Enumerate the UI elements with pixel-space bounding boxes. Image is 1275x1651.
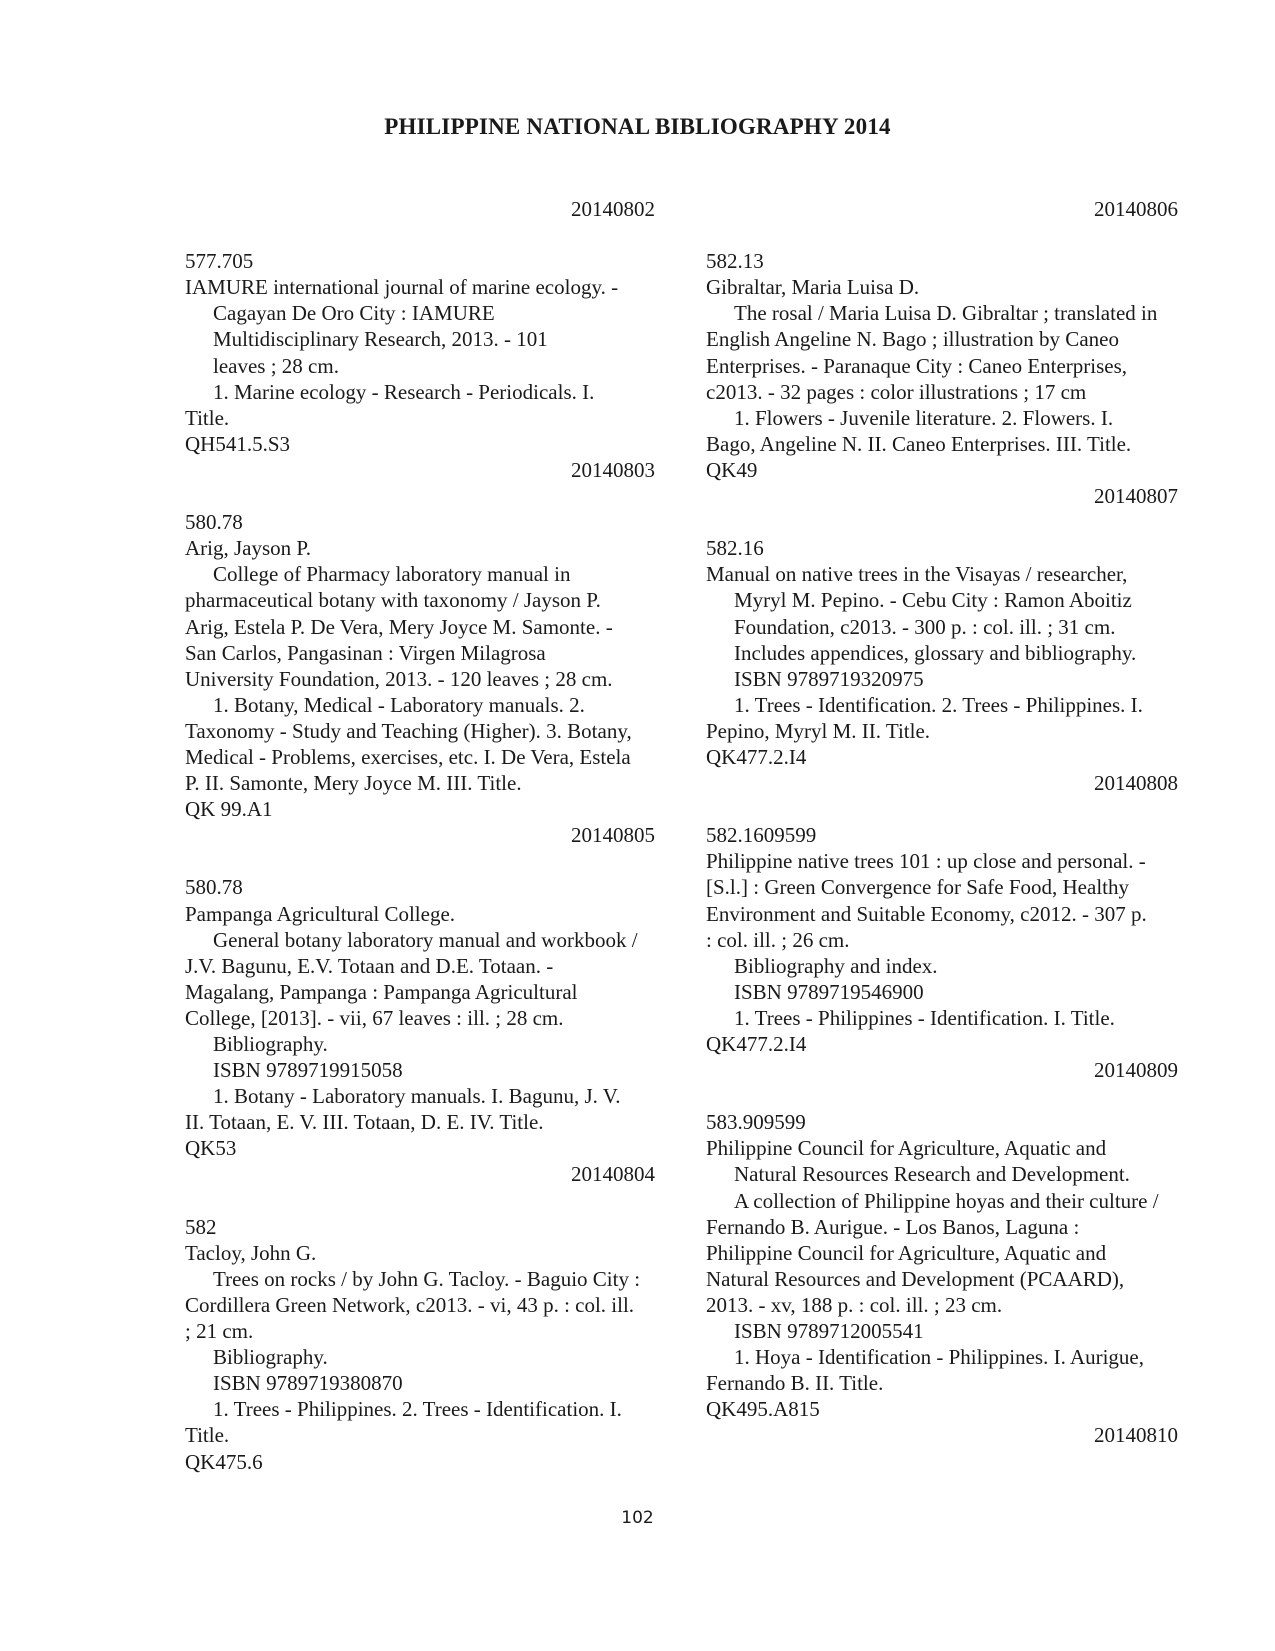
entry-line: 577.705 xyxy=(185,249,254,274)
entry-line: ISBN 9789712005541 xyxy=(734,1319,924,1344)
entry-line: 582 xyxy=(185,1214,217,1239)
record-number: 20140810 xyxy=(1094,1423,1178,1448)
entry-line: Magalang, Pampanga : Pampanga Agricultural xyxy=(185,979,578,1004)
entry-spacer xyxy=(185,222,655,248)
entry-line: QK475.6 xyxy=(185,1449,263,1474)
record-number: 20140807 xyxy=(1094,484,1178,509)
entry-line: Arig, Estela P. De Vera, Mery Joyce M. Samonte. - xyxy=(185,614,613,639)
entry-line: Title. xyxy=(185,405,230,430)
entry-line: Cagayan De Oro City : IAMURE xyxy=(213,301,495,326)
entry-line: University Foundation, 2013. - 120 leaves ; 28 cm. xyxy=(185,666,613,691)
entry-spacer xyxy=(185,1188,655,1214)
entry-line: 580.78 xyxy=(185,875,243,900)
entry-line: QK477.2.I4 xyxy=(706,744,807,769)
entry-line: Enterprises. - Paranaque City : Caneo Enterprises, xyxy=(706,353,1128,378)
entry-line: Manual on native trees in the Visayas / researcher, xyxy=(706,562,1128,587)
entry-line: 1. Trees - Philippines - Identification. I. Title. xyxy=(734,1005,1115,1030)
entry-line: 1. Trees - Philippines. 2. Trees - Identification. I. xyxy=(213,1397,622,1422)
entry-line: Natural Resources Research and Development. xyxy=(734,1162,1130,1187)
record-number: 20140803 xyxy=(571,457,655,482)
entry-line: QH541.5.S3 xyxy=(185,431,291,456)
bibliography-column-right xyxy=(706,196,1178,1449)
entry-line: Title. xyxy=(185,1423,230,1448)
entry-line: pharmaceutical botany with taxonomy / Jayson P. xyxy=(185,588,601,613)
entry-line: [S.l.] : Green Convergence for Safe Food, Healthy xyxy=(706,875,1129,900)
entry-line: Natural Resources and Development (PCAARD), xyxy=(706,1266,1125,1291)
bibliography-column-left xyxy=(185,196,655,1475)
entry-line: Trees on rocks / by John G. Tacloy. - Baguio City : xyxy=(213,1266,641,1291)
entry-line: 1. Marine ecology - Research - Periodicals. I. xyxy=(213,379,595,404)
entry-line: Fernando B. II. Title. xyxy=(706,1371,884,1396)
entry-line: QK 99.A1 xyxy=(185,797,273,822)
entry-line: 583.909599 xyxy=(706,1110,806,1135)
entry-line: Cordillera Green Network, c2013. - vi, 43 p. : col. ill. xyxy=(185,1292,635,1317)
entry-line: II. Totaan, E. V. III. Totaan, D. E. IV. Title. xyxy=(185,1110,544,1135)
entry-line: Bibliography and index. xyxy=(734,953,938,978)
entry-line: Gibraltar, Maria Luisa D. xyxy=(706,275,920,300)
record-number: 20140806 xyxy=(1094,197,1178,221)
entry-line: Includes appendices, glossary and bibliography. xyxy=(734,640,1137,665)
entry-line: Bago, Angeline N. II. Caneo Enterprises. III. Title. xyxy=(706,431,1132,456)
entry-line: 1. Botany - Laboratory manuals. I. Bagunu, J. V. xyxy=(213,1084,621,1109)
entry-line: San Carlos, Pangasinan : Virgen Milagrosa xyxy=(185,640,546,665)
record-number: 20140809 xyxy=(1094,1058,1178,1083)
entry-line: 582.1609599 xyxy=(706,823,817,848)
entry-line: Arig, Jayson P. xyxy=(185,536,312,561)
entry-line: Bibliography. xyxy=(213,1345,328,1370)
entry-line: 580.78 xyxy=(185,510,243,535)
entry-line: 1. Trees - Identification. 2. Trees - Philippines. I. xyxy=(734,692,1143,717)
entry-line: Taxonomy - Study and Teaching (Higher). 3. Botany, xyxy=(185,718,632,743)
entry-line: Pepino, Myryl M. II. Title. xyxy=(706,718,931,743)
entry-line: Environment and Suitable Economy, c2012. - 307 p. xyxy=(706,901,1147,926)
entry-line: QK495.A815 xyxy=(706,1397,820,1422)
entry-spacer xyxy=(706,1083,1178,1109)
entry-spacer xyxy=(185,483,655,509)
entry-line: 1. Botany, Medical - Laboratory manuals. 2. xyxy=(213,692,585,717)
entry-line: IAMURE international journal of marine ecology. - xyxy=(185,275,619,300)
entry-line: 1. Hoya - Identification - Philippines. I. Aurigue, xyxy=(734,1345,1145,1370)
entry-line: General botany laboratory manual and workbook / xyxy=(213,927,638,952)
entry-line: ISBN 9789719915058 xyxy=(213,1058,403,1083)
entry-line: Philippine native trees 101 : up close and personal. - xyxy=(706,849,1146,874)
entry-line: Philippine Council for Agriculture, Aquatic and xyxy=(706,1240,1107,1265)
entry-line: Foundation, c2013. - 300 p. : col. ill. ; 31 cm. xyxy=(734,614,1116,639)
entry-line: J.V. Bagunu, E.V. Totaan and D.E. Totaan. - xyxy=(185,953,554,978)
entry-line: 1. Flowers - Juvenile literature. 2. Flowers. I. xyxy=(734,405,1114,430)
entry-line: Tacloy, John G. xyxy=(185,1240,317,1265)
entry-line: QK49 xyxy=(706,457,758,482)
entry-line: The rosal / Maria Luisa D. Gibraltar ; translated in xyxy=(734,301,1158,326)
entry-line: : col. ill. ; 26 cm. xyxy=(706,927,850,952)
entry-line: leaves ; 28 cm. xyxy=(213,353,339,378)
record-number: 20140805 xyxy=(571,823,655,848)
entry-line: ISBN 9789719546900 xyxy=(734,979,924,1004)
entry-spacer xyxy=(185,848,655,874)
entry-line: Fernando B. Aurigue. - Los Banos, Laguna : xyxy=(706,1214,1080,1239)
entry-line: ; 21 cm. xyxy=(185,1319,254,1344)
entry-line: c2013. - 32 pages : color illustrations ; 17 cm xyxy=(706,379,1087,404)
entry-spacer xyxy=(706,509,1178,535)
record-number: 20140802 xyxy=(571,197,655,221)
entry-line: ISBN 9789719320975 xyxy=(734,666,924,691)
entry-line: Medical - Problems, exercises, etc. I. De Vera, Estela xyxy=(185,744,631,769)
entry-line: Myryl M. Pepino. - Cebu City : Ramon Aboitiz xyxy=(734,588,1132,613)
entry-spacer xyxy=(706,222,1178,248)
entry-line: 582.16 xyxy=(706,536,764,561)
record-number: 20140804 xyxy=(571,1162,655,1187)
entry-line: College of Pharmacy laboratory manual in xyxy=(213,562,571,587)
entry-line: QK477.2.I4 xyxy=(706,1032,807,1056)
page-title: PHILIPPINE NATIONAL BIBLIOGRAPHY 2014 xyxy=(384,114,891,139)
entry-line: English Angeline N. Bago ; illustration by Caneo xyxy=(706,327,1119,352)
entry-line: 2013. - xv, 188 p. : col. ill. ; 23 cm. xyxy=(706,1292,1003,1317)
entry-line: Philippine Council for Agriculture, Aquatic and xyxy=(706,1136,1107,1161)
entry-line: Bibliography. xyxy=(213,1032,328,1056)
entry-line: 582.13 xyxy=(706,249,764,274)
entry-line: Multidisciplinary Research, 2013. - 101 xyxy=(213,327,548,352)
entry-spacer xyxy=(706,796,1178,822)
entry-line: ISBN 9789719380870 xyxy=(213,1371,403,1396)
entry-line: QK53 xyxy=(185,1136,237,1161)
entry-line: A collection of Philippine hoyas and their culture / xyxy=(734,1188,1159,1213)
entry-line: College, [2013]. - vii, 67 leaves : ill. ; 28 cm. xyxy=(185,1005,564,1030)
record-number: 20140808 xyxy=(1094,771,1178,796)
page-number: 102 xyxy=(621,1508,654,1528)
entry-line: P. II. Samonte, Mery Joyce M. III. Title. xyxy=(185,771,522,796)
entry-line: Pampanga Agricultural College. xyxy=(185,901,456,926)
